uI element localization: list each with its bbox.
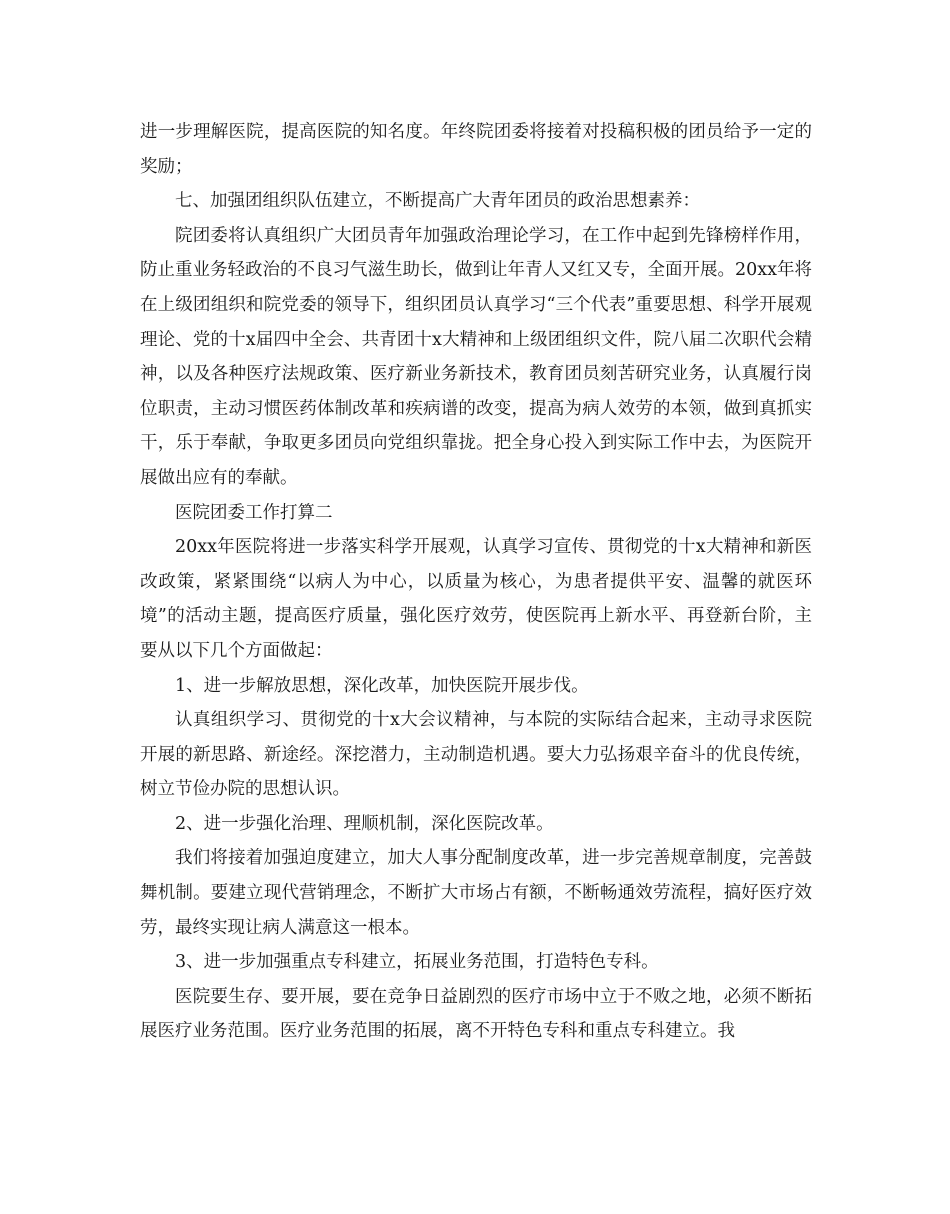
paragraph-5: 我们将接着加强迫度建立，加大人事分配制度改革，进一步完善规章制度，完善鼓舞机制。要建立现代营销理念，不断扩大市场占有额，不断畅通效劳流程，搞好医疗效劳，最终实现让病人满意这一根本。 <box>140 848 812 938</box>
section-heading-1: 1、进一步解放思想，深化改革，加快医院开展步伐。 <box>175 675 589 696</box>
paragraph-2: 院团委将认真组织广大团员青年加强政治理论学习，在工作中起到先锋榜样作用，防止重业务轻政治的不良习气滋生助长，做到让年青人又红又专，全面开展。20xx年将在上级团组织和院党委的领导下，组织团员认真学习“三个代表”重要思想、科学开展观理论、党的十x届四中全会、共青团十x大精神和上级团组织文件，院八届二次职代会精神，以及各种医疗法规政策、医疗新业务新技术，教育团员刻苦研究业务，认真履行岗位职责，主动习惯医药体制改革和疾病谱的改变，提高为病人效劳的本领，做到真抓实干，乐于奉献，争取更多团员向党组织靠拢。把全身心投入到实际工作中去，为医院开展做出应有的奉献。 <box>140 225 813 488</box>
paragraph-3: 20xx年医院将进一步落实科学开展观，认真学习宣传、贯彻党的十x大精神和新医改政策，紧紧围绕“以病人为中心，以质量为核心，为患者提供平安、温馨的就医环境”的活动主题，提高医疗质量，强化医疗效劳，使医院再上新水平、再登新台阶，主要从以下几个方面做起： <box>140 537 812 661</box>
paragraph-6: 医院要生存、要开展，要在竞争日益剧烈的医疗市场中立于不败之地，必须不断拓展医疗业务范围。医疗业务范围的拓展，离不开特色专科和重点专科建立。我 <box>140 986 812 1042</box>
document-body <box>140 115 812 1049</box>
section-heading-7: 七、加强团组织队伍建立，不断提高广大青年团员的政治思想素养： <box>175 191 700 212</box>
section-heading-2: 2、进一步强化治理、理顺机制，深化医院改革。 <box>175 813 554 834</box>
paragraph-1: 进一步理解医院，提高医院的知名度。年终院团委将接着对投稿积极的团员给予一定的奖励； <box>140 122 812 177</box>
section-heading-3: 3、进一步加强重点专科建立，拓展业务范围，打造特色专科。 <box>175 952 659 973</box>
paragraph-4: 认真组织学习、贯彻党的十x大会议精神，与本院的实际结合起来，主动寻求医院开展的新思路、新途经。深挖潜力，主动制造机遇。要大力弘扬艰辛奋斗的优良传统，树立节俭办院的思想认识。 <box>140 710 812 800</box>
document-subtitle: 医院团委工作打算二 <box>175 502 333 523</box>
